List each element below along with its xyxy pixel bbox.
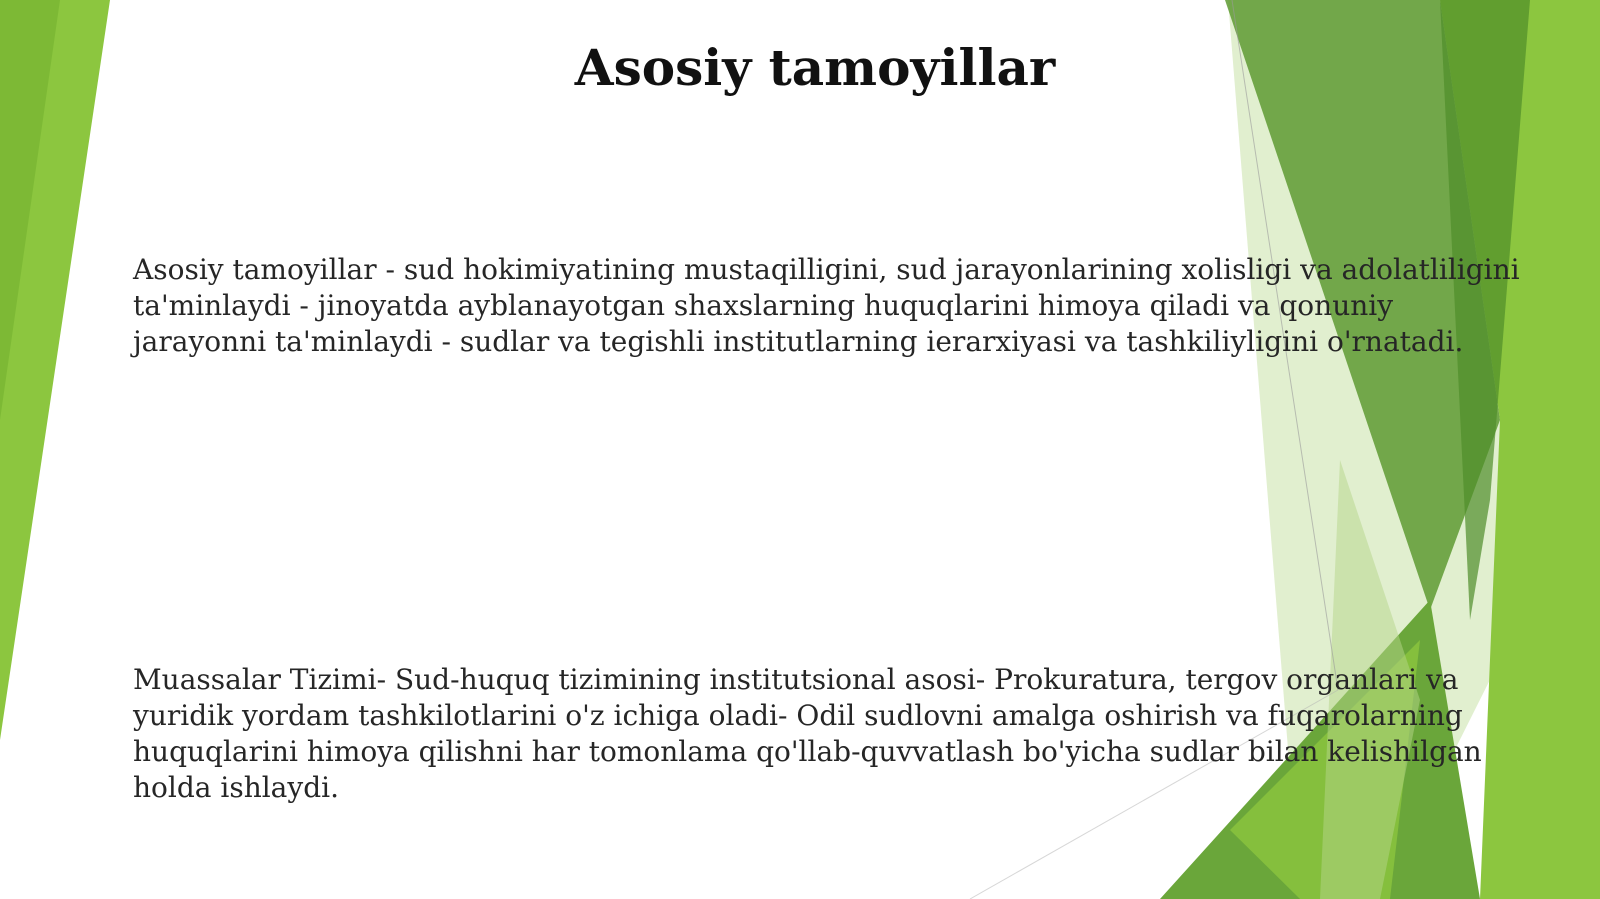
paragraph-institutions: Muassalar Tizimi- Sud-huquq tizimining institutsional asosi- Prokuratura, tergov organlari va yuridik yordam tashkilotlarini o'z ichiga oladi- Odil sudlovni amalga oshirish va fuqarolarning huquqlarini himoya qilishni har tomonlama qo'llab-quvvatlash bo'yicha sudlar bilan kelishilgan holda ishlaydi. bbox=[133, 663, 1482, 804]
paragraph-principles: Asosiy tamoyillar - sud hokimiyatining mustaqilligini, sud jarayonlarining xolisligi va adolatliligini ta'minlaydi - jinoyatda ayblanayotgan shaxslarning huquqlarini himoya qiladi va qonuniy jarayonni ta'minlaydi - sudlar va tegishli institutlarning ierarxiyasi va tashkiliyligini o'rnatadi. bbox=[133, 253, 1520, 358]
slide-title: Asosiy tamoyillar bbox=[574, 38, 1056, 97]
